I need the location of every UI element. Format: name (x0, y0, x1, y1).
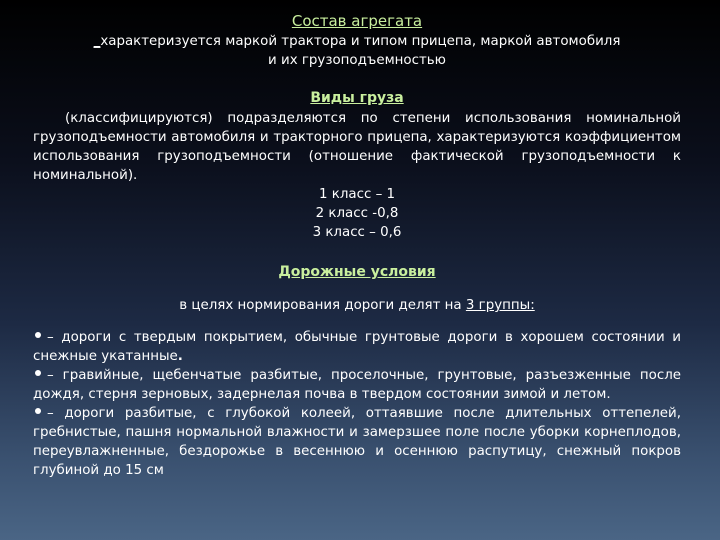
composition-title: Состав агрегата (291, 12, 423, 30)
road-group-text-2: – гравийные, щебенчатые разбитые, проселочные, грунтовые, разъезженные после дождя, стерня зерновых, задернелая почва в твердом состоянии зимой и летом. (33, 368, 681, 402)
road-groups-link: 3 группы: (465, 298, 535, 313)
section-cargo-types (33, 87, 681, 242)
slide-content (33, 10, 681, 480)
composition-text-line-1 (33, 32, 681, 51)
composition-text-1: характеризуется маркой трактора и типом прицепа, маркой автомобиля (100, 34, 621, 49)
cargo-types-title: Виды груза (310, 90, 404, 106)
section-road-conditions (33, 261, 681, 480)
road-group-text-3: – дороги разбитые, с глубокой колеей, оттаявшие после длительных оттепелей, гребнистые, пашня нормальной влажности и замерзшее поле после уборки корнеплодов, переувлажненные, бездорожье в весеннюю и осеннюю распутицу, снежный покров глубиной до 15 см (33, 406, 681, 478)
cargo-types-paragraph: (классифицируются) подразделяются по степени использования номинальной грузоподъемности автомобиля и тракторного прицепа, характеризуются коэффициентом использования грузоподъемности (отношение фактической грузоподъемности к номинальной). (33, 111, 681, 183)
bullet-icon (35, 408, 41, 414)
road-group-item-3 (33, 404, 681, 480)
road-conditions-title: Дорожные условия (278, 264, 436, 280)
cargo-class-3: 3 класс – 0,6 (312, 225, 402, 240)
bullet-icon (35, 332, 41, 338)
road-group-period: . (177, 349, 183, 364)
section-composition (33, 10, 681, 70)
cargo-class-1: 1 класс – 1 (318, 187, 396, 202)
road-group-item-2 (33, 366, 681, 404)
road-conditions-intro (33, 296, 681, 315)
cargo-class-2: 2 класс -0,8 (315, 206, 399, 221)
road-intro-text: в целях нормирования дороги делят на (179, 298, 466, 313)
road-group-item-1 (33, 328, 681, 366)
road-group-text-1: – дороги с твердым покрытием, обычные грунтовые дороги в хорошем состоянии и снежные укатанные (33, 330, 681, 364)
composition-underscore: _ (93, 34, 101, 49)
composition-text-line-2: и их грузоподъемностью (268, 53, 446, 68)
bullet-icon (35, 370, 41, 376)
